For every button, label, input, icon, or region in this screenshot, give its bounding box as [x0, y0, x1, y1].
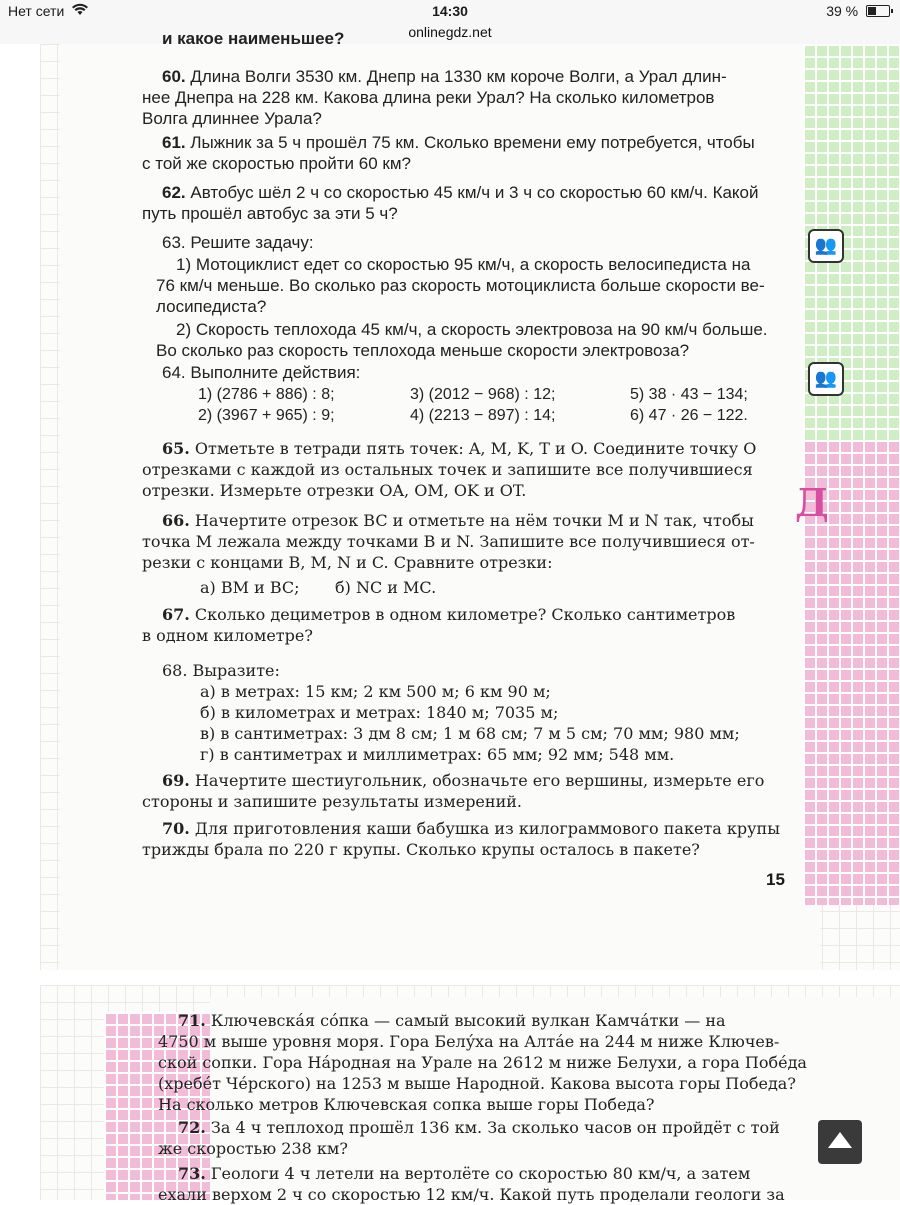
problem-65 — [142, 438, 757, 501]
problem-64-item: 3) (2012 − 968) : 12; — [410, 386, 556, 403]
problem-63-part-1 — [156, 254, 765, 317]
carrier-label: Нет сети — [8, 3, 65, 19]
text-line: 71. Ключевска́я со́пка — самый высокий вулкан Камча́тки — на — [178, 1011, 726, 1030]
problem-number: 65. — [162, 439, 190, 458]
problem-63-heading: 63. Решите задачу: — [162, 233, 314, 252]
text-line: путь прошёл автобус за эти 5 ч? — [142, 204, 398, 223]
page-number: 15 — [766, 870, 785, 889]
text-line: 62. Автобус шёл 2 ч со скоростью 45 км/ч и 3 ч со скоростью 60 км/ч. Какой — [162, 183, 759, 202]
problem-69 — [142, 770, 765, 812]
problem-62 — [142, 182, 759, 224]
problem-60 — [142, 66, 727, 129]
text-line: отрезками с каждой из остальных точек и запишите все получившиеся — [142, 460, 753, 479]
text-line: нее Днепра на 228 км. Какова длина реки Урал? На сколько километров — [142, 88, 715, 107]
text-line: 67. Сколько дециметров в одном километре? Сколько сантиметров — [162, 605, 736, 624]
problem-66-option-b: б) NC и MC. — [335, 578, 437, 597]
problem-64-item: 2) (3967 + 965) : 9; — [198, 407, 335, 424]
problem-64-item: 1) (2786 + 886) : 8; — [198, 386, 335, 403]
text-line: точка M лежала между точками B и N. Запишите все получившиеся от- — [142, 532, 755, 551]
problem-63-part-2 — [156, 319, 768, 361]
text-line: 60. Длина Волги 3530 км. Днепр на 1330 км короче Волги, а Урал длин- — [162, 67, 727, 86]
problem-72 — [158, 1117, 780, 1159]
battery-area — [826, 3, 890, 19]
text-line: 2) Скорость теплохода 45 км/ч, а скорость электровоза на 90 км/ч больше. — [176, 320, 768, 339]
text-line: 69. Начертите шестиугольник, обозначьте его вершины, измерьте его — [162, 771, 765, 790]
battery-fill — [868, 7, 876, 15]
text-line: 72. За 4 ч теплоход прошёл 136 км. За сколько часов он пройдёт с той — [178, 1118, 780, 1137]
status-bar — [0, 0, 900, 24]
problem-73 — [158, 1163, 785, 1205]
problem-68-item: б) в километрах и метрах: 1840 м; 7035 м; — [200, 703, 559, 722]
text-line: ехали верхом 2 ч со скоростью 12 км/ч. Какой путь проделали геологи за — [158, 1185, 785, 1204]
clock: 14:30 — [432, 3, 468, 19]
problem-number: 71. — [178, 1011, 206, 1030]
problem-64-heading: 64. Выполните действия: — [162, 363, 361, 382]
problem-number: 70. — [162, 819, 190, 838]
text-line: же скоростью 238 км? — [158, 1139, 348, 1158]
problem-71 — [158, 1010, 807, 1115]
text-line: отрезки. Измерьте отрезки OA, OM, OK и OT. — [142, 481, 527, 500]
cut-off-line: и какое наименьшее? — [162, 29, 345, 48]
text-line: 65. Отметьте в тетради пять точек: A, M, K, T и O. Соедините точку O — [162, 439, 757, 458]
problem-70 — [142, 818, 780, 860]
problem-61 — [142, 132, 755, 174]
battery-icon — [866, 5, 890, 17]
text-line: 70. Для приготовления каши бабушка из килограммового пакета крупы — [162, 819, 780, 838]
text-line: трижды брала по 220 г крупы. Сколько крупы осталось в пакете? — [142, 840, 700, 859]
text-line: На сколько метров Ключевская сопка выше горы Победа? — [158, 1095, 655, 1114]
problem-64-item: 4) (2213 − 897) : 14; — [410, 407, 556, 424]
problem-number: 67. — [162, 605, 190, 624]
problem-66 — [142, 510, 755, 573]
text-line: лосипедиста? — [156, 297, 267, 316]
problem-number: 61. — [162, 133, 186, 152]
problem-67 — [142, 604, 736, 646]
text-line: ской сопки. Гора На́родная на Урале на 2612 м ниже Белухи, а гора Побе́да — [158, 1053, 807, 1072]
text-line: стороны и запишите результаты измерений. — [142, 792, 522, 811]
text-line: 61. Лыжник за 5 ч прошёл 75 км. Сколько времени ему потребуется, чтобы — [162, 133, 755, 152]
text-line: 73. Геологи 4 ч летели на вертолёте со скоростью 80 км/ч, а затем — [178, 1164, 751, 1183]
battery-percent: 39 % — [826, 3, 859, 19]
text-line: с той же скоростью пройти 60 км? — [142, 154, 411, 173]
text-line: в одном километре? — [142, 626, 313, 645]
text-line: 4750 м выше уровня моря. Гора Белу́ха на Алта́е на 244 м ниже Ключев- — [158, 1032, 780, 1051]
problem-64-item: 5) 38 · 43 − 134; — [630, 386, 748, 403]
problem-number: 69. — [162, 771, 190, 790]
text-line: 1) Мотоциклист едет со скоростью 95 км/ч, а скорость велосипедиста на — [176, 255, 751, 274]
problem-68-heading: 68. Выразите: — [162, 661, 280, 680]
url-bar[interactable]: onlinegdz.net — [0, 24, 900, 44]
pair-work-icon: 👥 — [808, 229, 844, 263]
problem-66-option-a: а) BM и BC; — [200, 578, 300, 597]
problem-number: 66. — [162, 511, 190, 530]
section-letter: Д — [795, 480, 829, 525]
text-line: Волга длиннее Урала? — [142, 109, 322, 128]
scroll-to-top-button[interactable] — [818, 1120, 862, 1164]
problem-number: 60. — [162, 67, 186, 86]
problem-68-item: а) в метрах: 15 км; 2 км 500 м; 6 км 90 м; — [200, 682, 551, 701]
problem-number: 62. — [162, 183, 186, 202]
problem-number: 72. — [178, 1118, 206, 1137]
problem-68-item: г) в сантиметрах и миллиметрах: 65 мм; 92 мм; 548 мм. — [200, 745, 675, 764]
problem-64-item: 6) 47 · 26 − 122. — [630, 407, 748, 424]
text-line: резки с концами B, M, N и C. Сравните отрезки: — [142, 553, 553, 572]
textbook-page-16 — [40, 985, 900, 1204]
text-line: 66. Начертите отрезок BC и отметьте на нём точки M и N так, чтобы — [162, 511, 754, 530]
text-line: (хребе́т Че́рского) на 1253 м выше Народной. Какова высота горы Победа? — [158, 1074, 796, 1093]
pair-work-icon: 👥 — [808, 362, 844, 396]
text-line: 76 км/ч меньше. Во сколько раз скорость мотоциклиста больше скорости ве- — [156, 276, 765, 295]
problem-number: 73. — [178, 1164, 206, 1183]
text-line: Во сколько раз скорость теплохода меньше скорости электровоза? — [156, 341, 690, 360]
problem-68-item: в) в сантиметрах: 3 дм 8 см; 1 м 68 см; 7 м 5 см; 70 мм; 980 мм; — [200, 724, 740, 743]
